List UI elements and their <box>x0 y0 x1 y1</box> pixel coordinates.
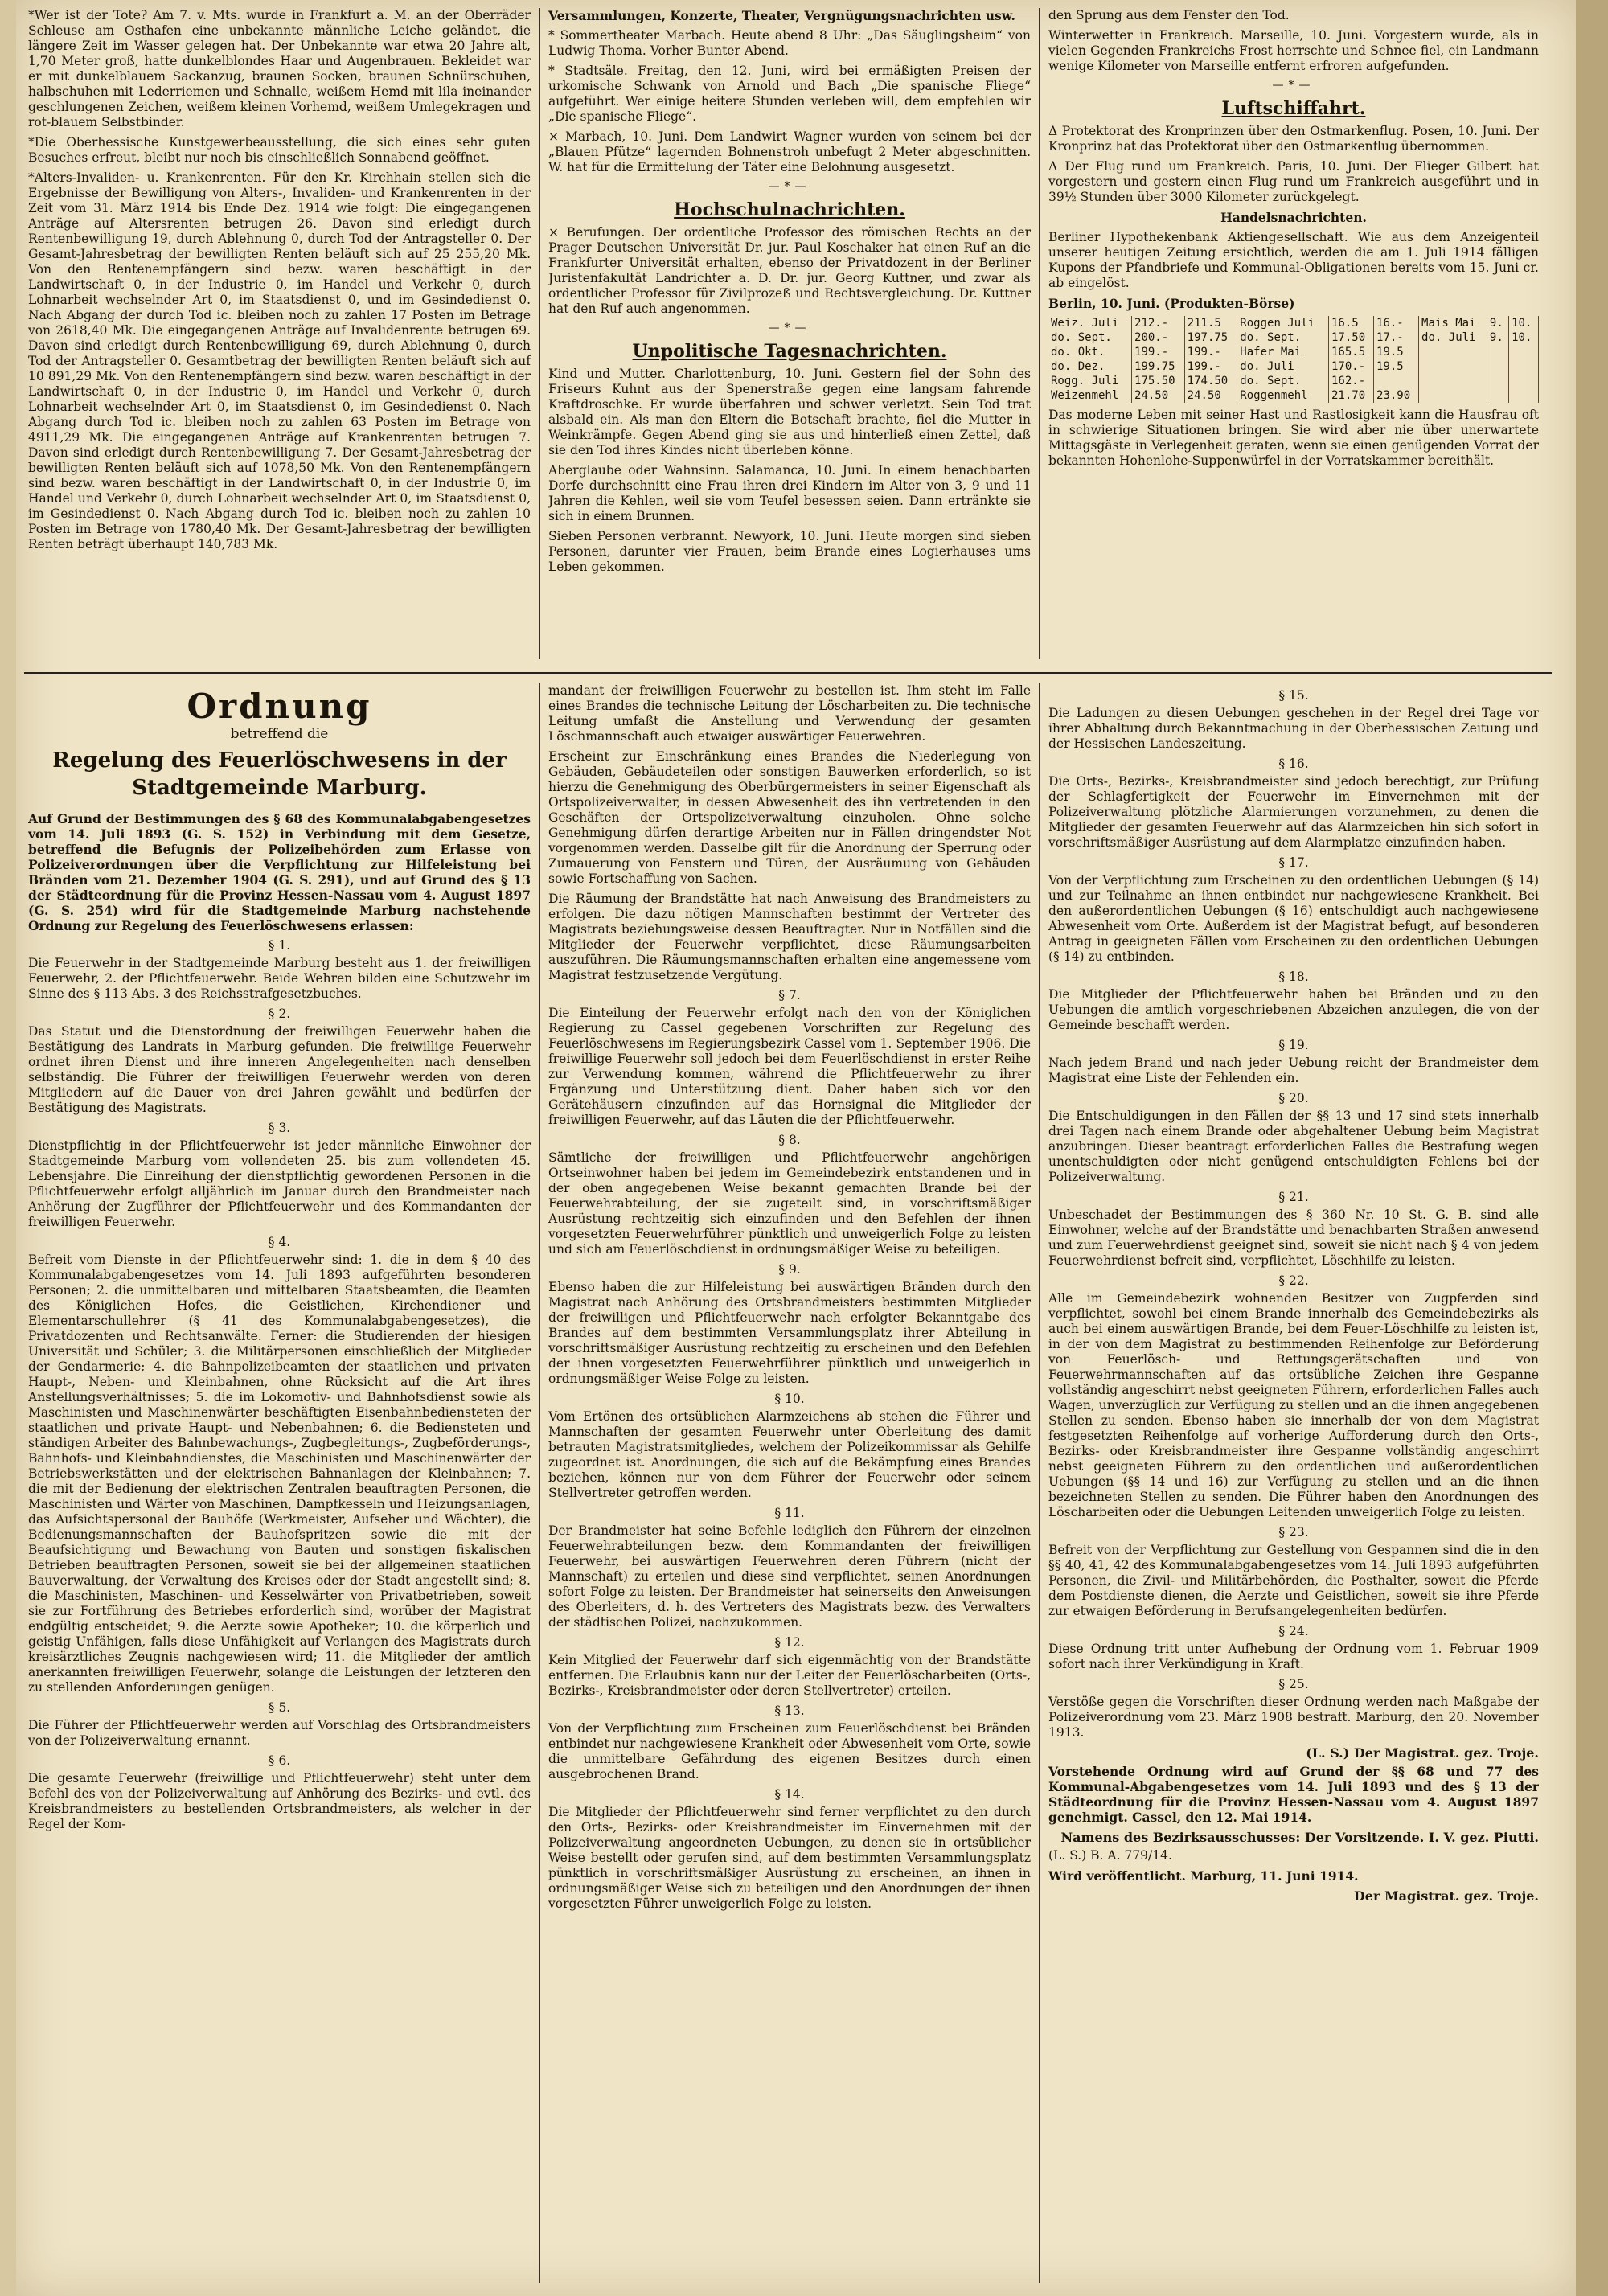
advertisement-text: Das moderne Leben mit seiner Hast und Rastlosigkeit kann die Hausfrau oft in schwierige Situationen bringen. Sie wird aber nie über unerwartete Mittagsgäste in Verlegenheit geraten, wenn sie einen genügenden Vorrat der bekannten Hohenlohe-Suppenwürfel in der Vorratskammer bereithält. <box>1048 408 1539 468</box>
ordnung-paragraph: Die Feuerwehr in der Stadtgemeinde Marburg besteht aus 1. der freiwilligen Feuerwehr, 2. der Pflichtfeuerwehr. Beide Wehren bilden eine Schutzwehr im Sinne des § 113 Abs. 3 des Reichsstrafgesetzbuches. <box>28 956 531 1001</box>
ordnung-heading: Regelung des Feuerlöschwesens in der Stadtgemeinde Marburg. <box>52 748 507 800</box>
paragraph-number: § 8. <box>778 1133 801 1147</box>
price-cell: 9. <box>1487 316 1508 330</box>
price-cell: 9. <box>1487 330 1508 345</box>
newspaper-page <box>16 0 1576 2296</box>
price-row <box>1048 374 1539 388</box>
price-cell <box>1509 345 1539 359</box>
price-cell: do. Okt. <box>1048 345 1132 359</box>
ordnung-subtitle: betreffend die <box>230 726 329 742</box>
price-cell: 24.50 <box>1184 388 1237 403</box>
price-cell: 16.- <box>1374 316 1419 330</box>
news-article: × Berufungen. Der ordentliche Professor des römischen Rechts an der Prager Deutschen Universität Dr. jur. Paul Koschaker hat einen Ruf an die Frankfurter Universität erhalten, ebenso der Privatdozent in der Berliner Juristenfakultät Landrichter a. D. Dr. jur. Georg Kuttner, und zwar als ordentlicher Professor für Zivilprozeß und Rechtsvergleichung. Dr. Kuttner hat den Ruf auch angenommen. <box>548 225 1031 316</box>
paragraph-number: § 16. <box>1278 756 1309 771</box>
paragraph-number: § 14. <box>774 1787 805 1802</box>
section-heading-events: Versammlungen, Konzerte, Theater, Vergnügungsnachrichten usw. <box>548 8 1015 23</box>
section-heading-aviation: Luftschiffahrt. <box>1221 98 1366 119</box>
ordnung-intro: Auf Grund der Bestimmungen des § 68 des Kommunalabgabengesetzes vom 14. Juli 1893 (G. S. 152) in Verbindung mit dem Gesetze, betreffend die Befugnis der Polizeibehörden zum Erlasse von Polizeiverordnungen über die Verpflichtung zur Hilfeleistung bei Bränden vom 21. Dezember 1904 (G. S. 291), und auf Grund des § 13 der Städteordnung für die Provinz Hessen-Nassau vom 4. August 1897 (G. S. 254) wird für die Stadtgemeinde Marburg nachstehende Ordnung zur Regelung des Feuerlöschwesens erlassen: <box>28 811 531 933</box>
section-heading-university: Hochschulnachrichten. <box>674 199 905 220</box>
price-row <box>1048 345 1539 359</box>
paragraph-number: § 6. <box>268 1753 291 1768</box>
price-cell: 10. <box>1509 316 1539 330</box>
price-cell: 165.5 <box>1328 345 1373 359</box>
price-cell: 24.50 <box>1132 388 1185 403</box>
ordnung-paragraph: Von der Verpflichtung zum Erscheinen zu den ordentlichen Uebungen (§ 14) und zur Teilnahme an ihnen entbindet nur nachgewiesene Krankheit. Bei den außerordentlichen Uebungen (§ 16) entschuldigt auch nachgewiesene Abwesenheit vom Orte. Außerdem ist der Magistrat befugt, auf besonderen Antrag in geeigneten Fällen vom Erscheinen zu den ordentlichen Uebungen (§ 14) zu entbinden. <box>1048 873 1539 964</box>
price-cell: 19.5 <box>1374 345 1419 359</box>
price-cell <box>1509 374 1539 388</box>
price-cell: 174.50 <box>1184 374 1237 388</box>
section-divider <box>24 672 1552 674</box>
page-gutter <box>1576 0 1608 2296</box>
price-cell: Weizenmehl <box>1048 388 1132 403</box>
paragraph-number: § 2. <box>268 1007 291 1021</box>
reference-number: (L. S.) B. A. 779/14. <box>1048 1848 1172 1863</box>
paragraph-number: § 1. <box>268 938 291 953</box>
news-article: den Sprung aus dem Fenster den Tod. <box>1048 8 1290 23</box>
ordnung-title: Ordnung <box>187 687 372 726</box>
paragraph-number: § 11. <box>774 1506 805 1520</box>
ordnung-paragraph: Von der Verpflichtung zum Erscheinen zum Feuerlöschdienst bei Bränden entbindet nur nachgewiesene Krankheit oder Abwesenheit vom Orte, sowie die unmittelbare Gefährdung des eigenen Besitzes durch einen ausgebrochenen Brand. <box>548 1721 1031 1781</box>
news-article: Berliner Hypothekenbank Aktiengesellschaft. Wie aus dem Anzeigenteil unserer heutigen Zeitung ersichtlich, werden die am 1. Juli 1914 fälligen Kupons der Pfandbriefe und Kommunal-Obligationen bereits vom 15. Juni cr. ab eingelöst. <box>1048 230 1539 290</box>
ordnung-paragraph: Die gesamte Feuerwehr (freiwillige und Pflichtfeuerwehr) steht unter dem Befehl des von der Polizeiverwaltung auf Anhörung des Bezirks- und evtl. des Kreisbrandmeisters zu bestellenden Ortsbrandmeisters, als welcher in der Regel der Kom- <box>28 1771 531 1831</box>
price-cell <box>1487 374 1508 388</box>
paragraph-number: § 24. <box>1278 1624 1309 1638</box>
approval-text: Vorstehende Ordnung wird auf Grund der §§ 68 und 77 des Kommunal-Abgabengesetzes vom 14. Juli 1893 und des § 13 der Städteordnung für die Provinz Hessen-Nassau vom 4. August 1897 genehmigt. Cassel, den 12. Mai 1914. <box>1048 1764 1539 1825</box>
news-article: × Marbach, 10. Juni. Dem Landwirt Wagner wurden von seinem bei der „Blauen Pfütze“ lagernden Bohnenstroh unbefugt 2 Meter abgeschnitten. W. hat für die Ermittelung der Täter eine Belohnung ausgesetzt. <box>548 129 1031 174</box>
price-cell: 162.- <box>1328 374 1373 388</box>
news-article: * Stadtsäle. Freitag, den 12. Juni, wird bei ermäßigten Preisen der urkomische Schwank von Arnold und Bach „Die spanische Fliege“ aufgeführt. Wer einige heitere Stunden verleben will, dem empfehlen wir „Die spanische Fliege“. <box>548 64 1031 124</box>
ordnung-paragraph: Der Brandmeister hat seine Befehle lediglich den Führern der einzelnen Feuerwehrabteilungen bezw. dem Kommandanten der freiwilligen Feuerwehr, bei auswärtigen Feuerwehren deren Führern (nicht der Mannschaft) zu erteilen und diese sind verpflichtet, seinen Anordnungen sofort Folge zu leisten. Der Brandmeister hat seinerseits den Anweisungen des Oberleiters, d. h. des Vertreters des Magistrats bezw. des Verwalters der städtischen Polizei, nachzukommen. <box>548 1523 1031 1630</box>
price-cell <box>1419 345 1487 359</box>
price-table-title: Berlin, 10. Juni. (Produkten-Börse) <box>1048 296 1295 311</box>
ordnung-paragraph: Befreit von der Verpflichtung zur Gestellung von Gespannen sind die in den §§ 40, 41, 42 des Kommunalabgabengesetzes vom 14. Juli 1893 aufgeführten Personen, die Zivil- und Militärbehörden, die Posthalter, soweit die Pferde dem Postdienste dienen, die Aerzte und Geistlichen, soweit sie ihre Pferde zur etwaigen Beförderung in Berufsangelegenheiten bedürfen. <box>1048 1543 1539 1618</box>
price-cell: 211.5 <box>1184 316 1237 330</box>
paragraph-number: § 19. <box>1278 1038 1309 1052</box>
price-cell: 212.- <box>1132 316 1185 330</box>
price-table <box>1048 316 1539 403</box>
ordnung-paragraph: Die Orts-, Bezirks-, Kreisbrandmeister sind jedoch berechtigt, zur Prüfung der Schlagfertigkeit der Feuerwehr im Einvernehmen mit der Polizeiverwaltung plötzliche Alarmierungen vorzunehmen, zu denen die Mitglieder der gesamten Feuerwehr auf das Alarmzeichen hin sich sofort in vorschriftsmäßiger Ausrüstung auf dem Alarmplatze einzufinden haben. <box>1048 774 1539 850</box>
news-article: Aberglaube oder Wahnsinn. Salamanca, 10. Juni. In einem benachbarten Dorfe durchschnitt eine Frau ihren drei Kindern im Alter von 3, 9 und 11 Jahren die Kehlen, weil sie vom Teufel besessen seien. Dann ertränkte sie sich in einem Brunnen. <box>548 463 1031 523</box>
paragraph-number: § 17. <box>1278 855 1309 870</box>
ordnung-paragraph: Die Mitglieder der Pflichtfeuerwehr sind ferner verpflichtet zu den durch den Orts-, Bezirks- oder Kreisbrandmeister im Einvernehmen mit der Polizeiverwaltung angeordneten Uebungen, zu denen sie in ortsüblicher Weise bestellt oder gerufen sind, auf dem bestimmten Versammlungsplatz pünktlich in vorschriftsmäßiger Ausrüstung zu erscheinen, an ihnen in ordnungsmäßiger Weise sich zu beteiligen und den Anordnungen der ihnen vorgesetzten Führer unweigerlich Folge zu leisten. <box>548 1805 1031 1911</box>
price-cell: Hafer Mai <box>1237 345 1329 359</box>
price-cell: do. Sept. <box>1237 330 1329 345</box>
price-row <box>1048 316 1539 330</box>
ordnung-paragraph: Alle im Gemeindebezirk wohnenden Besitzer von Zugpferden sind verpflichtet, sowohl bei einem Brande innerhalb des Gemeindebezirks als auch bei einem auswärtigen Brande, bei dem Feuer-Löschhilfe zu leisten ist, in der von dem Magistrat zu bestimmenden Reihenfolge zur Beförderung von Feuerlösch- und Rettungsgerätschaften und von Feuerwehrmannschaften auf das ortsübliche Zeichen ihre Gespanne vollständig angeschirrt nebst geeigneten Führern, erforderlichen Falles auch Wagen, unverzüglich zur Verfügung zu stellen und an die ihnen angegebenen Stellen zu senden. Ebenso haben sie innerhalb der von dem Magistrat festgesetzten Reihenfolge auf vorherige Aufforderung durch den Orts-, Bezirks- oder Kreisbrandmeister ihre Gespanne vollständig angeschirrt nebst geeigneten Führern zu den ordentlichen und außerordentlichen Uebungen (§§ 14 und 16) zur Verfügung zu stellen und an die ihnen bezeichneten Stellen zu senden. Die Führer haben den Anordnungen des Löscharbeiten oder die Uebungen Leitenden unweigerlich Folge zu leisten. <box>1048 1291 1539 1519</box>
ordnung-paragraph: Die Entschuldigungen in den Fällen der §§ 13 und 17 sind stets innerhalb drei Tagen nach einem Brande oder abgehaltener Uebung beim Magistrat anzubringen. Dieser beantragt erforderlichen Falles die Bestrafung wegen unentschuldigten oder nicht genügend entschuldigten Fehlens bei der Polizeiverwaltung. <box>1048 1109 1539 1184</box>
price-cell <box>1487 359 1508 374</box>
price-cell <box>1419 359 1487 374</box>
separator: —*— <box>768 322 811 334</box>
price-cell <box>1509 359 1539 374</box>
price-cell: do. Sept. <box>1048 330 1132 345</box>
price-cell: 199.75 <box>1132 359 1185 374</box>
price-cell <box>1419 388 1487 403</box>
price-cell: Roggen Juli <box>1237 316 1329 330</box>
ordnung-paragraph: Ebenso haben die zur Hilfeleistung bei auswärtigen Bränden durch den Magistrat nach Anhörung des Ortsbrandmeisters bestimmten Mitglieder der freiwilligen und Pflichtfeuerwehr nach erfolgter Bekanntgabe des Brandes auf dem bestimmten Versammlungsplatz ihrer Abteilung in vorschriftsmäßiger Ausrüstung rechtzeitig zu erscheinen und den Befehlen der ihnen vorgesetzten Feuerwehrführer pünktlich und unweigerlich in ordnungsmäßiger Weise Folge zu leisten. <box>548 1280 1031 1386</box>
price-cell: 199.- <box>1184 359 1237 374</box>
publication-note: Wird veröffentlicht. Marburg, 11. Juni 1914. <box>1048 1868 1359 1884</box>
paragraph-number: § 20. <box>1278 1091 1309 1105</box>
paragraph-number: § 7. <box>778 988 801 1002</box>
price-cell: 199.- <box>1132 345 1185 359</box>
column-divider <box>539 8 540 659</box>
ordnung-paragraph: Die Räumung der Brandstätte hat nach Anweisung des Brandmeisters zu erfolgen. Die dazu nötigen Mannschaften bestimmt der Vertreter des Magistrats beziehungsweise dessen Beauftragter. Nur in Notfällen sind die Mitglieder der Feuerwehr verpflichtet, diese Räumungsarbeiten auszuführen. Die Räumungsmannschaften erhalten eine angemessene vom Magistrat festzusetzende Vergütung. <box>548 892 1031 982</box>
price-cell: 23.90 <box>1374 388 1419 403</box>
ordnung-paragraph: Unbeschadet der Bestimmungen des § 360 Nr. 10 St. G. B. sind alle Einwohner, welche auf der Brandstätte und benachbarten Straßen anwesend und zum Feuerwehrdienst geeignet sind, soweit sie nicht nach § 4 von jedem Feuerwehrdienst befreit sind, verpflichtet, Löschhilfe zu leisten. <box>1048 1207 1539 1268</box>
ordnung-paragraph: Befreit vom Dienste in der Pflichtfeuerwehr sind: 1. die in dem § 40 des Kommunalabgabengesetzes vom 14. Juli 1893 aufgeführten besonderen Personen; 2. die unmittelbaren und mittelbaren Staatsbeamten, die Beamten des Königlichen Hofes, die Geistlichen, Kirchendiener und Elementarschullehrer (§ 41 des Kommunalabgabengesetzes), die Privatdozenten und Rechtsanwälte. Ferner: die Studierenden der hiesigen Universität und Schüler; 3. die Militärpersonen einschließlich der Mitglieder der Gendarmerie; 4. die Bahnpolizeibeamten der staatlichen und privaten Haupt-, Neben- und Kleinbahnen, ohne Rücksicht auf die Art ihres Anstellungsverhältnisses; 5. die im Lokomotiv- und Bahnhofsdienst sowie als Maschinisten und Maschinenwärter beschäftigten Eisenbahnbediensteten der staatlichen und private Haupt- und Nebenbahnen; 6. die Bediensteten und ständigen Arbeiter des Bahnbewachungs-, Zugbegleitungs-, Zugbeförderungs-, Bahnhofs- und Kleinbahndienstes, die Maschinisten und Maschinenwärter der Betriebswerkstätten und der elektrischen Bahnanlagen der Kleinbahnen; 7. die mit der Bedienung der elektrischen Zentralen beauftragten Personen, die Maschinisten und Wärter von Maschinen, Dampfkesseln und Heizungsanlagen, das Aufsichtspersonal der Bauhöfe (Werkmeister, Aufseher und Wächter), die Bedienungsmannschaften der Bauhofspritzen sowie die mit der Beaufsichtigung und Bewachung von Bauten und sonstigen fiskalischen Betrieben beauftragten Personen, soweit sie bei der allgemeinen staatlichen Bauverwaltung, der Verwaltung des Kreises oder der Stadt angestellt sind; 8. die Maschinisten, Maschinen- und Kesselwärter von Privatbetrieben, soweit sie zur Fortführung des Betriebes erforderlich sind, worüber der Magistrat endgültig entscheidet; 9. die Aerzte sowie Apotheker; 10. die körperlich und geistig Unfähigen, falls diese Unfähigkeit auf Verlangen des Magistrats durch kreisärztliches Zeugnis nachgewiesen wird; 11. die Mitglieder der amtlich anerkannten freiwilligen Feuerwehr, solange die Leistungen der letzteren den zu stellenden Anforderungen genügen. <box>28 1253 531 1695</box>
separator: —*— <box>1272 79 1315 92</box>
price-cell: Weiz. Juli <box>1048 316 1132 330</box>
ordnung-paragraph: Die Führer der Pflichtfeuerwehr werden auf Vorschlag des Ortsbrandmeisters von der Polizeiverwaltung ernannt. <box>28 1718 531 1748</box>
ordnung-paragraph: Die Einteilung der Feuerwehr erfolgt nach den von der Königlichen Regierung zu Cassel gegebenen Vorschriften zur Regelung des Feuerlöschwesens im Regierungsbezirk Cassel vom 1. September 1906. Die freiwillige Feuerwehr soll jedoch bei dem Feuerlöschdienst in erster Reihe zur Verwendung kommen, während die Pflichtfeuerwehr zu ihrer Ergänzung und Unterstützung dient. Daher haben sich vor den Gerätehäusern einzufinden auf das Hornsignal die Mitglieder der freiwilligen Feuerwehr, auf das Läuten die der Pflichtfeuerwehr. <box>548 1006 1031 1127</box>
section-heading-trade: Handelsnachrichten. <box>1220 210 1367 225</box>
price-row <box>1048 330 1539 345</box>
column-divider <box>1039 683 1040 2283</box>
top-column-2 <box>548 8 1031 667</box>
paragraph-number: § 12. <box>774 1635 805 1650</box>
price-cell: do. Juli <box>1237 359 1329 374</box>
signature-bezirksausschuss: Namens des Bezirksausschusses: Der Vorsitzende. I. V. gez. Piutti. <box>1060 1830 1539 1845</box>
ordnung-column-2 <box>548 683 1031 2291</box>
price-cell: Mais Mai <box>1419 316 1487 330</box>
price-cell: 175.50 <box>1132 374 1185 388</box>
ordnung-paragraph: mandant der freiwilligen Feuerwehr zu bestellen ist. Ihm steht im Falle eines Brandes die technische Leitung der Löscharbeiten zu. Die technische Leitung umfaßt die Anstellung und Verwendung der gesamten Löschmannschaft auch etwaiger auswärtiger Feuerwehren. <box>548 683 1031 744</box>
paragraph-number: § 22. <box>1278 1273 1309 1288</box>
price-cell: 17.- <box>1374 330 1419 345</box>
ordnung-paragraph: Dienstpflichtig in der Pflichtfeuerwehr ist jeder männliche Einwohner der Stadtgemeinde Marburg vom vollendeten 25. bis zum vollendeten 45. Lebensjahre. Die Einreihung der dienstpflichtig gewordenen Personen in die Pflichtfeuerwehr erfolgt alljährlich im Januar durch den Brandmeister nach Anhörung der Zugführer der Pflichtfeuerwehr und des Kommandanten der freiwilligen Feuerwehr. <box>28 1138 531 1229</box>
ordnung-paragraph: Verstöße gegen die Vorschriften dieser Ordnung werden nach Maßgabe der Polizeiverordnung vom 23. März 1908 bestraft. Marburg, den 20. November 1913. <box>1048 1695 1539 1740</box>
price-cell: 199.- <box>1184 345 1237 359</box>
ordnung-paragraph: Nach jedem Brand und nach jeder Uebung reicht der Brandmeister dem Magistrat eine Liste der Fehlenden ein. <box>1048 1056 1539 1085</box>
ordnung-paragraph: Die Ladungen zu diesen Uebungen geschehen in der Regel drei Tage vor ihrer Abhaltung durch Bekanntmachung in der Oberhessischen Zeitung und der Hessischen Landeszeitung. <box>1048 706 1539 751</box>
news-article: Δ Protektorat des Kronprinzen über den Ostmarkenflug. Posen, 10. Juni. Der Kronprinz hat das Protektorat über den Ostmarkenflug übernommen. <box>1048 124 1539 154</box>
price-row <box>1048 388 1539 403</box>
ordnung-paragraph: Die Mitglieder der Pflichtfeuerwehr haben bei Bränden und zu den Uebungen die amtlich vorgeschriebenen Abzeichen anzulegen, die von der Gemeinde beschafft werden. <box>1048 987 1539 1032</box>
price-cell: Roggenmehl <box>1237 388 1329 403</box>
separator: —*— <box>768 180 811 193</box>
price-cell: Rogg. Juli <box>1048 374 1132 388</box>
price-cell <box>1487 388 1508 403</box>
news-article: *Die Oberhessische Kunstgewerbeausstellung, die sich eines sehr guten Besuches erfreut, bleibt nur noch bis einschließlich Sonnabend geöffnet. <box>28 135 531 165</box>
price-cell <box>1487 345 1508 359</box>
ordnung-paragraph: Vom Ertönen des ortsüblichen Alarmzeichens ab stehen die Führer und Mannschaften der gesamten Feuerwehr unter Oberleitung des damit betrauten Magistratsmitgliedes, welchem der Polizeikommissar als Gehilfe zugeordnet ist. Anordnungen, die sich auf die Bekämpfung eines Brandes beziehen, können nur von dem Führer der Feuerwehr oder seinem Stellvertreter getroffen werden. <box>548 1409 1031 1500</box>
ordnung-column-3 <box>1048 683 1539 2291</box>
top-column-3 <box>1048 8 1539 667</box>
column-divider <box>539 683 540 2283</box>
price-cell: 197.75 <box>1184 330 1237 345</box>
news-article: Kind und Mutter. Charlottenburg, 10. Juni. Gestern fiel der Sohn des Friseurs Kuhnt aus der Spenerstraße gegen eine langsam fahrende Kraftdroschke. Er wurde überfahren und schwer verletzt. Sein Tod trat alsbald ein. Als man den Eltern die Botschaft brachte, fiel die Mutter in Weinkrämpfe. Gegen Abend ging sie aus und hinterließ einen Zettel, daß sie den Tod ihres Kindes nicht überleben könne. <box>548 367 1031 457</box>
news-article: Sieben Personen verbrannt. Newyork, 10. Juni. Heute morgen sind sieben Personen, darunter vier Frauen, beim Brande eines Logierhauses ums Leben gekommen. <box>548 529 1031 574</box>
news-article: Δ Der Flug rund um Frankreich. Paris, 10. Juni. Der Flieger Gilbert hat vorgestern und gestern einen Flug rund um Frankreich ausgeführt und in 39½ Stunden über 3000 Kilometer zurückgelegt. <box>1048 159 1539 204</box>
paragraph-number: § 15. <box>1278 688 1309 703</box>
signature-magistrat: (L. S.) Der Magistrat. gez. Troje. <box>1306 1745 1539 1761</box>
price-cell: 10. <box>1509 330 1539 345</box>
price-cell: 200.- <box>1132 330 1185 345</box>
news-article: *Wer ist der Tote? Am 7. v. Mts. wurde in Frankfurt a. M. an der Oberräder Schleuse am Osthafen eine unbekannte männliche Leiche geländet, die längere Zeit im Wasser gelegen hat. Der Unbekannte war etwa 20 Jahre alt, 1,70 Meter groß, hatte dunkelblondes Haar und Augenbrauen. Bekleidet war er mit dunkelblauem Sackanzug, braunen Socken, braunen Schnürschuhen, halbschuhen mit Lederriemen und Schnalle, weißem Hemd mit lila ineinander geschlungenen Zeichen, weißem kleinen Vorhemd, weißem Umlegekragen und rot-blauem Selbstbinder. <box>28 8 531 129</box>
paragraph-number: § 9. <box>778 1262 801 1277</box>
signature-final: Der Magistrat. gez. Troje. <box>1353 1888 1539 1904</box>
ordnung-paragraph: Das Statut und die Dienstordnung der freiwilligen Feuerwehr haben die Bestätigung des Landrats in Marburg gefunden. Die freiwillige Feuerwehr ordnet ihren Dienst und ihre inneren Angelegenheiten nach denselben selbständig. Die Führer der freiwilligen Feuerwehr werden von deren Mitgliedern auf die Dauer von drei Jahren gewählt und bedürfen der Bestätigung des Magistrats. <box>28 1024 531 1115</box>
news-article: *Alters-Invaliden- u. Krankenrenten. Für den Kr. Kirchhain stellen sich die Ergebnisse der Bewilligung von Alters-, Invaliden- und Krankenrenten in der Zeit vom 31. März 1914 bis Ende Dez. 1914 wie folgt: Die eingegangenen Anträge auf Altersrenten betrugen 26. Davon sind erledigt durch Rentenbewilligung 19, durch Ablehnung 0, durch Tod der Antragsteller 0. Der Gesamt-Jahresbetrag der bewilligten Renten beläuft sich auf 25 255,20 Mk. Von den Rentenempfängern sind bezw. waren beschäftigt in der Landwirtschaft 0, in der Industrie 0, im Handel und Verkehr 0, durch Lohnarbeit wechselnder Art 0, im Staatsdienst 0, und im Gesindedienst 0. Nach Abgang der durch Tod ic. bleiben noch zu zahlen 17 Posten im Betrage von 2618,40 Mk. Die eingegangenen Anträge auf Invalidenrente betrugen 69. Davon sind erledigt durch Rentenbewilligung 69, durch Ablehnung 0, durch Tod der Antragsteller 0. Gesamtbetrag der bewilligten Renten beläuft sich auf 10 891,29 Mk. Von den Rentenempfängern sind bezw. waren beschäftigt in der Landwirtschaft 0, in der Industrie 0, im Handel und Verkehr 0, durch Lohnarbeit wechselnder Art 0, im Staatsdienst 0, im Gesindedienst 0. Nach Abgang durch Tod ic. bleiben noch zu zahlen 63 Posten im Betrage von 4911,29 Mk. Die eingegangenen Anträge auf Krankenrenten betrugen 7. Davon sind erledigt durch Rentenbewilligung 7. Der Gesamt-Jahresbetrag der bewilligten Renten beläuft sich auf 1078,50 Mk. Von den Rentenempfängern sind bezw. waren beschäftigt in der Landwirtschaft 0, in der Industrie 0, im Handel und Verkehr 0, durch Lohnarbeit wechselnder Art 0, im Staatsdienst 0, im Gesindedienst 0. Nach Abgang durch Tod ic. bleiben noch zu zahlen 10 Posten im Betrage von 1780,40 Mk. Der Gesamt-Jahresbetrag der bewilligten Renten beträgt überhaupt 140,783 Mk. <box>28 170 531 551</box>
paragraph-number: § 21. <box>1278 1190 1309 1204</box>
ordnung-paragraph: Sämtliche der freiwilligen und Pflichtfeuerwehr angehörigen Ortseinwohner haben bei jedem im Gemeindebezirk entstandenen und in der oben angegebenen Weise bekannt gemachten Brande bei der Feuerwehrabteilung, der sie zugeteilt sind, in vorschriftsmäßiger Ausrüstung rechtzeitig sich einzufinden und den Befehlen der ihnen vorgesetzten Feuerwehrführer pünktlich und unweigerlich Folge zu leisten und sich am Feuerlöschdienst in ordnungsmäßiger Weise zu beteiligen. <box>548 1150 1031 1257</box>
price-cell <box>1509 388 1539 403</box>
price-row <box>1048 359 1539 374</box>
paragraph-number: § 25. <box>1278 1677 1309 1691</box>
ordnung-paragraph: Erscheint zur Einschränkung eines Brandes die Niederlegung von Gebäuden, Gebäudeteilen oder sonstigen Bauwerken erforderlich, so ist hierzu die Genehmigung des Oberbürgermeisters in seiner Eigenschaft als Ortspolizeiverwalter, in dessen Abwesenheit des ihn vertretenden in den Geschäften der Ortspolizeiverwaltung einzuholen. Ohne solche Genehmigung dürfen derartige Arbeiten nur in Fällen dringendster Not vorgenommen werden. Dasselbe gilt für die Anordnung der Sperrung oder Zumauerung von Fenstern und Türen, der Ausräumung von Gebäuden sowie Fortschaffung von Sachen. <box>548 749 1031 886</box>
paragraph-number: § 3. <box>268 1121 291 1135</box>
column-divider <box>1039 8 1040 659</box>
price-cell: 21.70 <box>1328 388 1373 403</box>
news-article: Winterwetter in Frankreich. Marseille, 10. Juni. Vorgestern wurde, als in vielen Gegenden Frankreichs Frost herrschte und Schnee fiel, ein Landmann wenige Kilometer von Marseille entfernt erfroren aufgefunden. <box>1048 28 1539 73</box>
price-cell: 17.50 <box>1328 330 1373 345</box>
section-heading-news: Unpolitische Tagesnachrichten. <box>632 341 947 362</box>
paragraph-number: § 5. <box>268 1700 291 1715</box>
price-cell: do. Dez. <box>1048 359 1132 374</box>
paragraph-number: § 23. <box>1278 1525 1309 1540</box>
paragraph-number: § 4. <box>268 1235 291 1249</box>
ordnung-paragraph: Diese Ordnung tritt unter Aufhebung der Ordnung vom 1. Februar 1909 sofort nach ihrer Verkündigung in Kraft. <box>1048 1642 1539 1671</box>
paragraph-number: § 13. <box>774 1704 805 1718</box>
price-cell: 16.5 <box>1328 316 1373 330</box>
news-article: * Sommertheater Marbach. Heute abend 8 Uhr: „Das Säuglingsheim“ von Ludwig Thoma. Vorher Bunter Abend. <box>548 28 1031 58</box>
top-column-1 <box>28 8 531 667</box>
price-cell <box>1419 374 1487 388</box>
price-cell: 170.- <box>1328 359 1373 374</box>
price-cell: do. Sept. <box>1237 374 1329 388</box>
price-cell <box>1374 374 1419 388</box>
ordnung-paragraph: Kein Mitglied der Feuerwehr darf sich eigenmächtig von der Brandstätte entfernen. Die Erlaubnis kann nur der Leiter der Feuerlöscharbeiten (Orts-, Bezirks-, Kreisbrandmeister oder deren Stellvertreter) erteilen. <box>548 1653 1031 1698</box>
price-cell: 19.5 <box>1374 359 1419 374</box>
paragraph-number: § 10. <box>774 1392 805 1406</box>
paragraph-number: § 18. <box>1278 970 1309 984</box>
price-cell: do. Juli <box>1419 330 1487 345</box>
ordnung-column-1 <box>28 683 531 2291</box>
